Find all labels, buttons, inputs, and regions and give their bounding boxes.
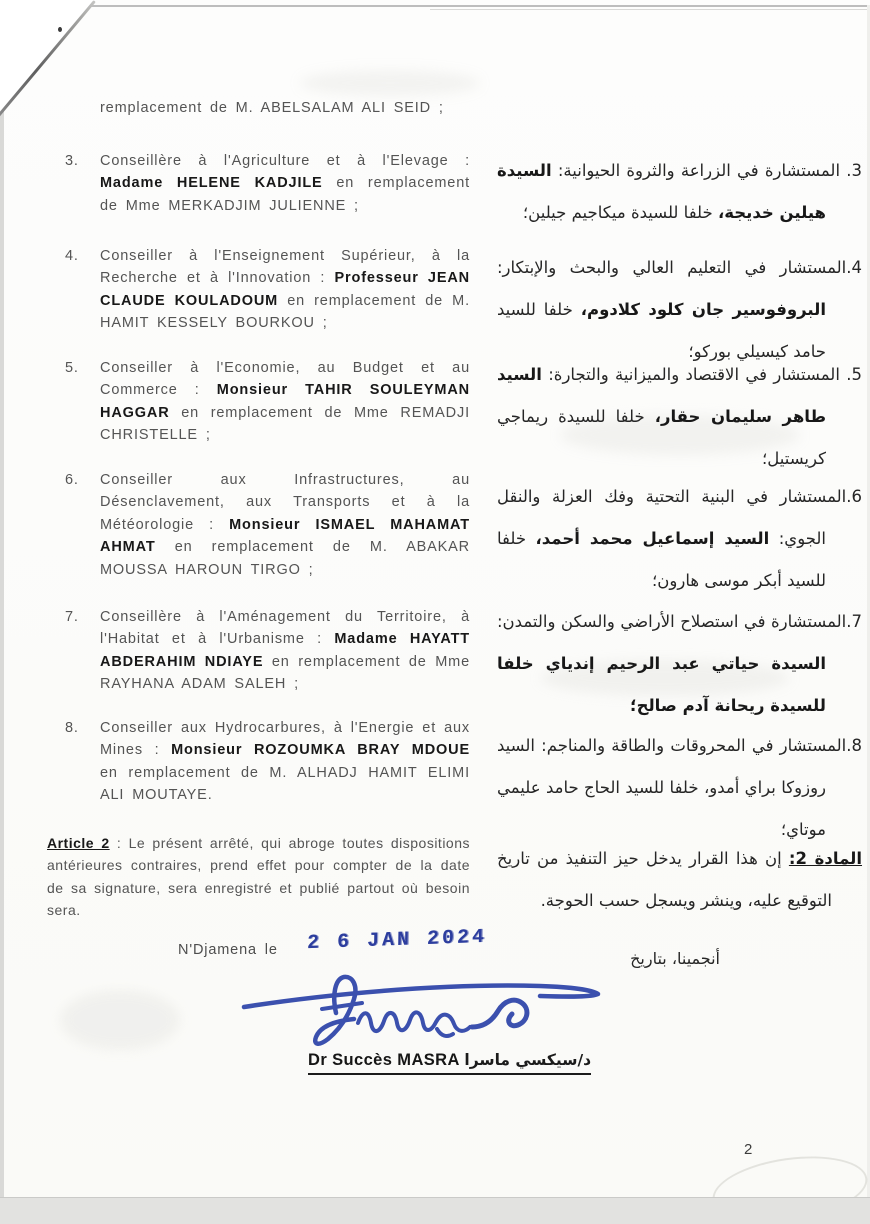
item-text-segment: المستشار في الاقتصاد والميزانية والتجارة: <box>541 365 840 384</box>
signatory-name-arabic: د/سيكسي ماسرا <box>464 1051 592 1069</box>
article-2-french <box>47 832 470 922</box>
signatory-name-french: Dr Succès MASRA <box>308 1051 460 1069</box>
item-text-segment: Conseillère à l'Aménagement du Territoire, à l'Habitat et à l'Urbanisme : <box>100 609 470 648</box>
item-text-segment: المستشار في المحروقات والطاقة والمناجم: السيد روزوكا براي أمدو، خلفا للسيد الحاج حامد عليمي موتاي؛ <box>497 736 847 839</box>
list-item-ar-8 <box>497 725 862 851</box>
article-2-label-french: Article 2 <box>47 835 110 851</box>
page-number: 2 <box>744 1141 753 1158</box>
item-text-segment: Monsieur ROZOUMKA BRAY MDOUE <box>171 742 470 759</box>
item-text-segment: en remplacement de M. HAMIT KESSELY BOURKOU ; <box>100 292 470 332</box>
item-text-segment: en remplacement de M. ABAKAR MOUSSA HAROUN TIRGO ; <box>100 539 470 578</box>
item-number: 8. <box>846 736 862 755</box>
article-2-arabic <box>497 838 862 922</box>
item-text <box>497 487 862 590</box>
item-number: 7. <box>846 612 862 631</box>
item-text-segment: السيد طاهر سليمان حقار، <box>497 365 826 426</box>
item-number: 6. <box>846 487 862 506</box>
signatory-name <box>308 1051 591 1075</box>
list-item-fr-8 <box>47 717 470 807</box>
list-item-fr-5 <box>47 357 470 447</box>
item-text <box>100 469 470 581</box>
item-text-segment: en remplacement de Mme MERKADJIM JULIENNE ; <box>100 175 470 214</box>
item-number: 3. <box>65 153 79 169</box>
item-text-segment: en remplacement de M. ALHADJ HAMIT ELIMI ALI MOUTAYE. <box>100 764 470 804</box>
item-text-segment: Madame HAYATT ABDERAHIM NDIAYE <box>100 631 470 670</box>
item-text <box>497 736 862 839</box>
list-item-fr-4 <box>47 245 470 335</box>
dateline-arabic: أنجمينا، بتاريخ <box>630 949 720 968</box>
item-number: 8. <box>65 720 79 736</box>
item-number: 7. <box>65 609 79 625</box>
item-text-segment: en remplacement de Mme REMADJI CHRISTELLE ; <box>100 404 470 444</box>
article-2-label-arabic: المادة 2: <box>788 849 863 868</box>
item-text-segment: السيد إسماعيل محمد أحمد، <box>535 529 770 548</box>
item-text <box>497 365 862 468</box>
item-text-segment: خلفا للسيد حامد كيسيلي بوركو؛ <box>497 300 826 361</box>
item-number: 4. <box>846 258 862 277</box>
list-item-ar-5 <box>497 354 862 480</box>
list-item-fr-7 <box>47 606 470 696</box>
scan-bottom-edge <box>0 1197 870 1224</box>
list-item-fr-6 <box>47 469 470 581</box>
item-text <box>100 245 470 335</box>
arabic-column <box>497 0 862 1100</box>
item-text-segment: Madame HELENE KADJILE <box>100 175 323 192</box>
list-item-ar-6 <box>497 476 862 602</box>
list-item-fr-3 <box>47 150 470 217</box>
item-text-segment: المستشار في البنية التحتية وفك العزلة والنقل الجوي: <box>497 487 847 548</box>
signature-ink <box>240 955 610 1065</box>
list-item-ar-7 <box>497 601 862 727</box>
item-text-segment: المستشارة في استصلاح الأراضي والسكن والتمدن: <box>497 612 847 631</box>
item-text <box>497 612 862 715</box>
item-number: 3. <box>840 161 862 180</box>
article-2-text-french: : Le présent arrêté, qui abroge toutes dispositions antérieures contraires, prend effet pour compter de la date de sa signature, sera enregistré et publié partout où besoin sera. <box>47 835 470 919</box>
paragraph-continuation: remplacement de M. ABELSALAM ALI SEID ; <box>100 100 444 116</box>
item-text-segment: Conseiller aux Hydrocarbures, à l'Energie et aux Mines : <box>100 720 470 759</box>
item-text-segment: Monsieur ISMAEL MAHAMAT AHMAT <box>100 516 470 556</box>
item-text-segment: Conseiller aux Infrastructures, au Désenclavement, aux Transports et à la Météorologie : <box>100 472 470 533</box>
item-text-segment: Conseillère à l'Agriculture et à l'Elevage : <box>100 153 470 169</box>
item-number: 6. <box>65 472 79 488</box>
item-text-segment: السيدة هيلين خديجة، <box>497 161 826 222</box>
item-number: 4. <box>65 248 79 264</box>
item-text <box>100 606 470 696</box>
signature-strokes <box>244 977 598 1044</box>
item-number: 5. <box>839 365 862 384</box>
item-text-segment: السيدة حياتي عبد الرحيم إندياي خلفا للسيدة ريحانة آدم صالح؛ <box>497 654 826 715</box>
item-text-segment: المستشارة في الزراعة والثروة الحيوانية: <box>551 161 841 180</box>
item-text-segment: خلفا للسيد أبكر موسى هارون؛ <box>497 529 826 590</box>
item-text-segment: Monsieur TAHIR SOULEYMAN HAGGAR <box>100 382 470 421</box>
date-stamp: 2 6 JAN 2024 <box>306 925 488 956</box>
article-2-text-arabic: إن هذا القرار يدخل حيز التنفيذ من تاريخ التوقيع عليه، وينشر ويسجل حسب الحوجة. <box>497 849 832 910</box>
item-text-segment: Professeur JEAN CLAUDE KOULADOUM <box>100 270 471 309</box>
item-text <box>100 150 470 217</box>
dateline-french: N'Djamena le <box>178 942 278 958</box>
item-number: 5. <box>65 360 79 376</box>
item-text <box>497 258 862 361</box>
item-text <box>100 717 470 807</box>
item-text <box>497 161 862 222</box>
item-text-segment: خلفا للسيدة ريماجي كريستيل؛ <box>497 407 826 468</box>
item-text-segment: المستشار في التعليم العالي والبحث والإبتكار: <box>497 258 847 277</box>
item-text-segment: Conseiller à l'Enseignement Supérieur, à la Recherche et à l'Innovation : <box>100 248 470 287</box>
scan-left-edge <box>0 0 4 1198</box>
item-text-segment: البروفوسير جان كلود كلادوم، <box>580 300 826 319</box>
item-text-segment: خلفا للسيدة ميكاجيم جيلين؛ <box>522 203 718 222</box>
item-text <box>100 357 470 447</box>
item-text-segment: en remplacement de Mme RAYHANA ADAM SALEH ; <box>100 653 470 693</box>
list-item-ar-3 <box>497 150 862 234</box>
item-text-segment: Conseiller à l'Economie, au Budget et au Commerce : <box>100 360 470 399</box>
